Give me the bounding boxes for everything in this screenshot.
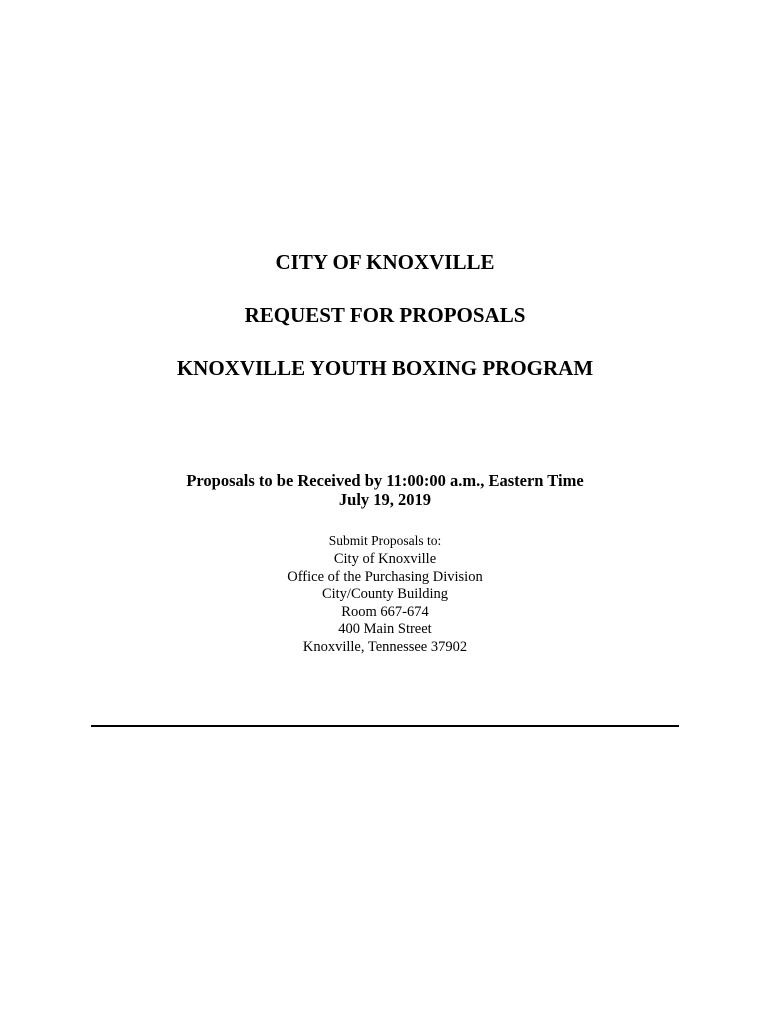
address-line: City/County Building [321,586,449,602]
horizontal-divider [91,725,679,727]
deadline-line: Proposals to be Received by 11:00:00 a.m., Eastern Time [186,471,584,490]
deadline-date: July 19, 2019 [338,490,432,509]
address-line: Room 667-674 [341,604,429,620]
program-title: KNOXVILLE YOUTH BOXING PROGRAM [176,356,594,380]
city-title: CITY OF KNOXVILLE [275,250,495,274]
submit-label: Submit Proposals to: [328,533,442,548]
document-type-title: REQUEST FOR PROPOSALS [244,303,526,327]
address-line: 400 Main Street [338,621,432,637]
address-line: Office of the Purchasing Division [287,569,483,585]
address-line: City of Knoxville [333,551,437,567]
address-line: Knoxville, Tennessee 37902 [302,639,468,655]
